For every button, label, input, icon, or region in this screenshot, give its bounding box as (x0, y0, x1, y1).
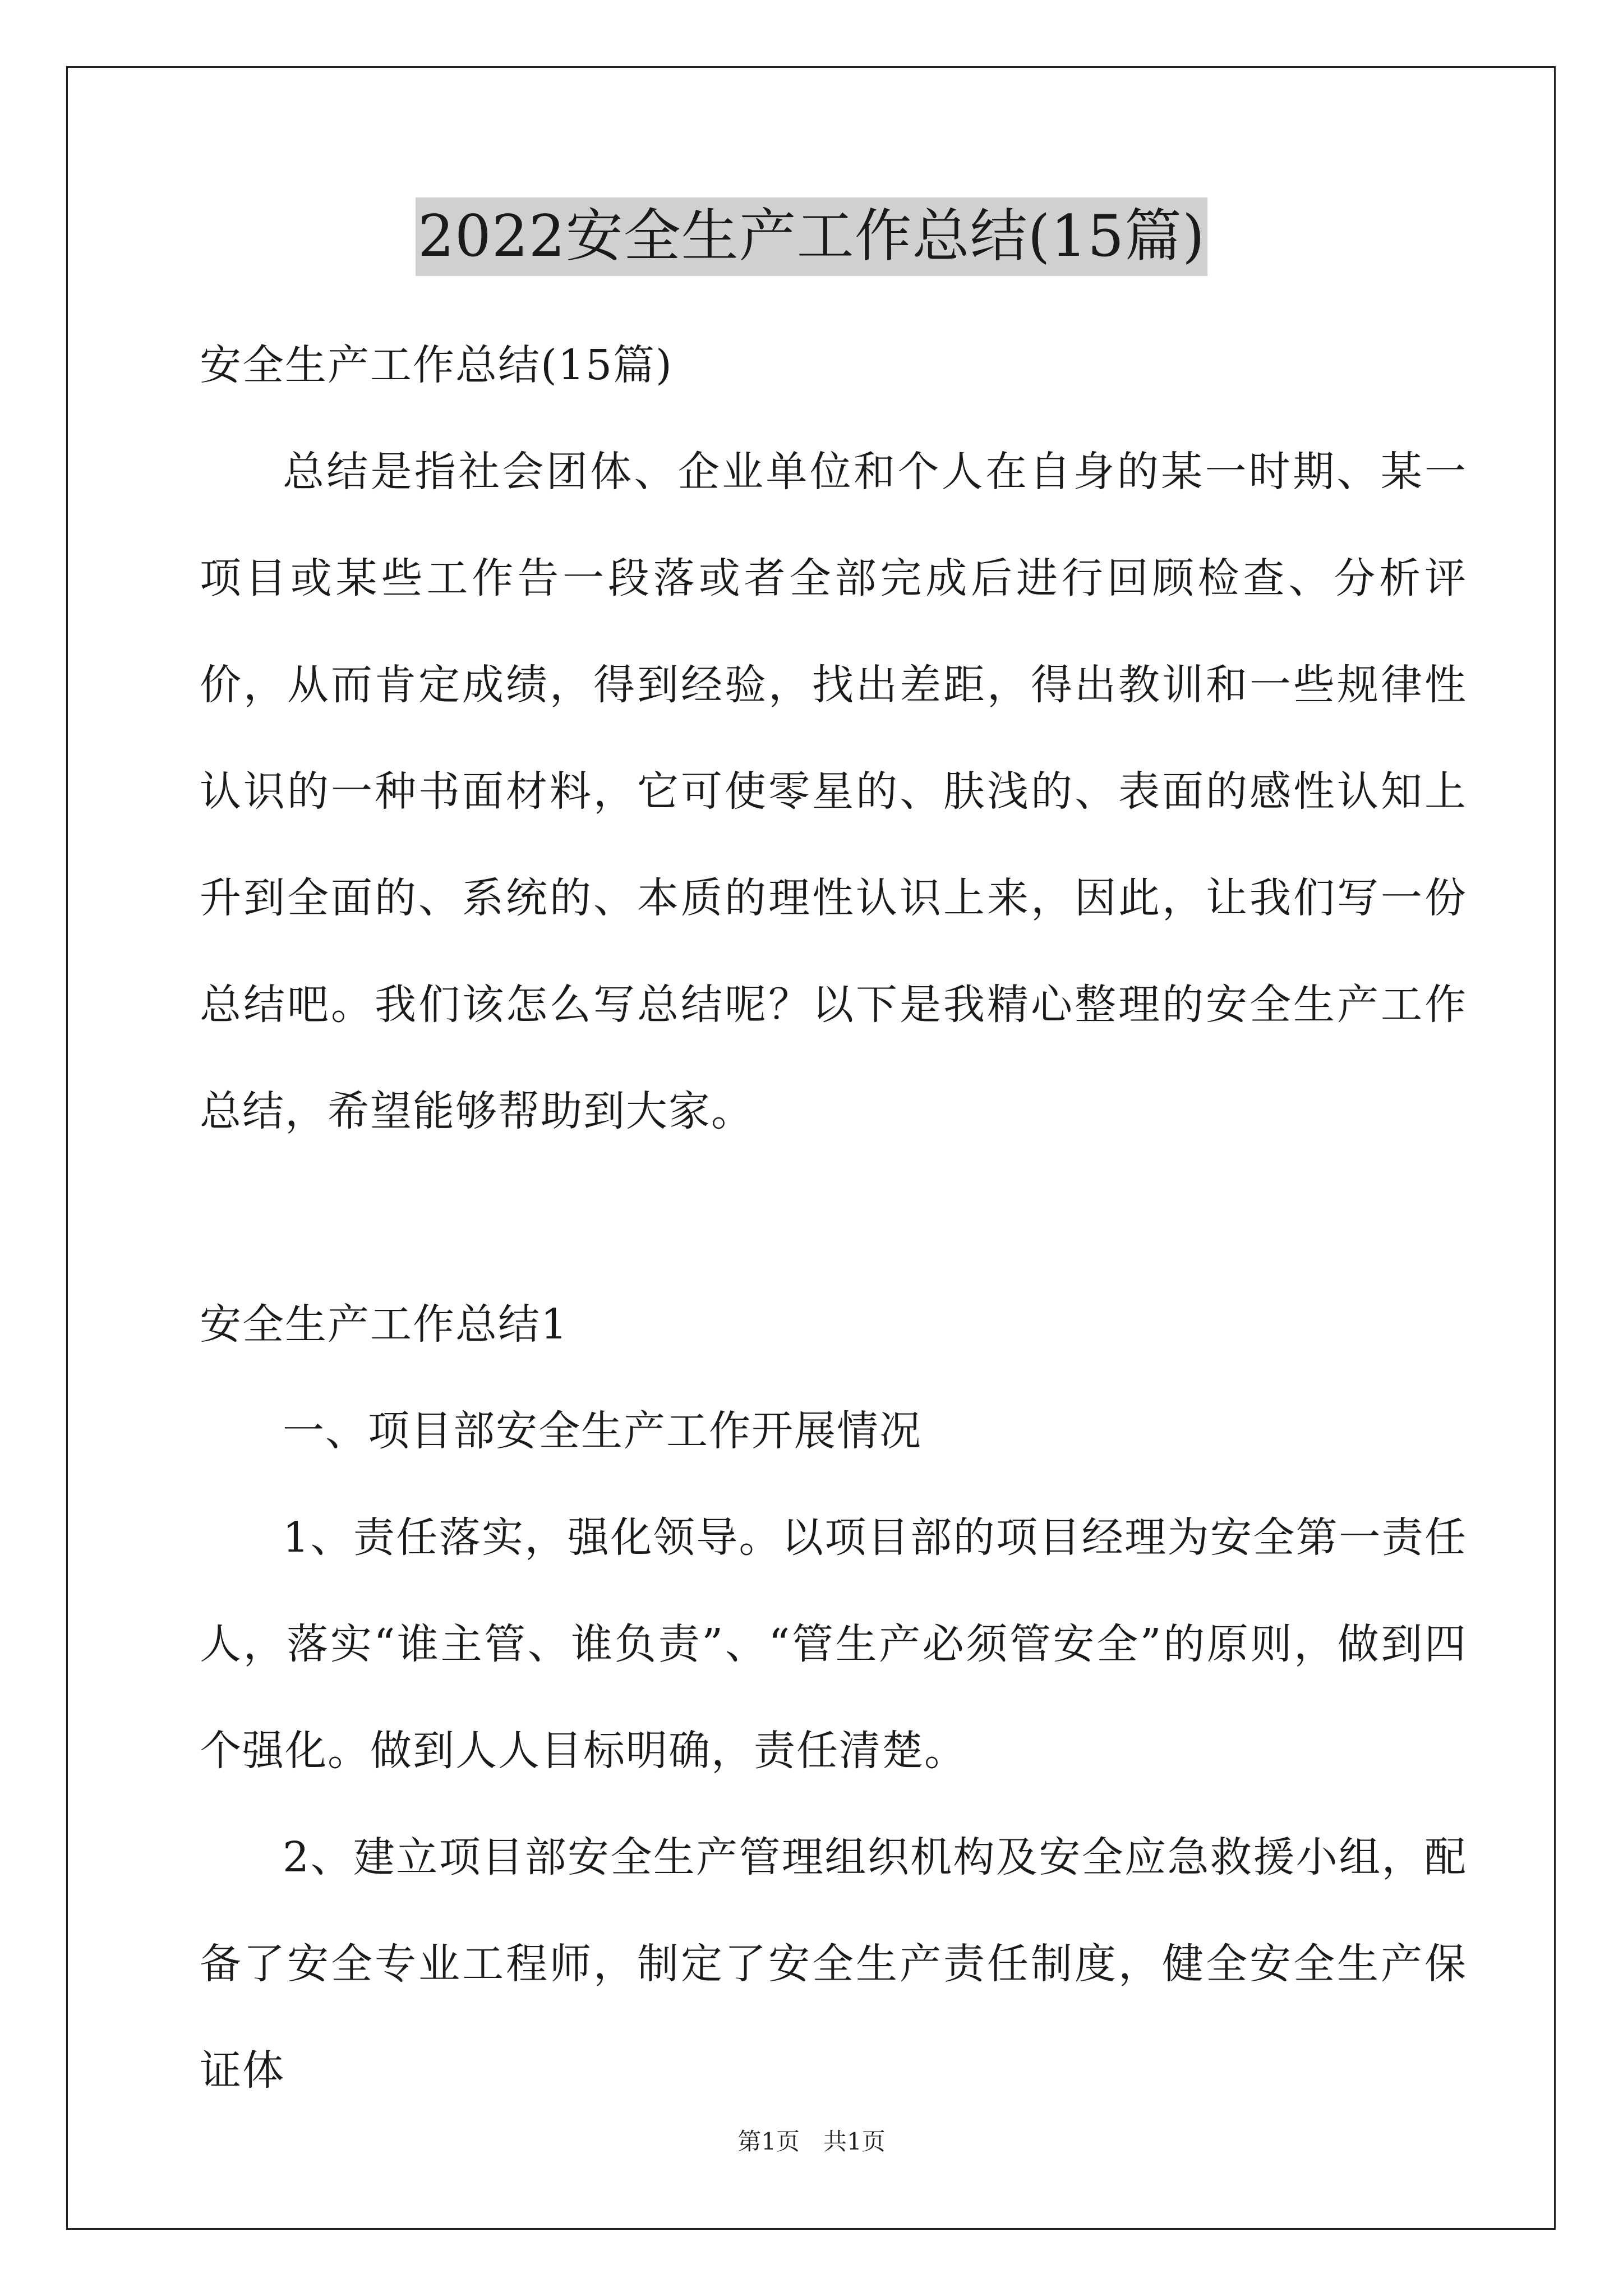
sub-heading: 一、项目部安全生产工作开展情况 (283, 1407, 922, 1455)
title-container (0, 197, 1623, 276)
document-body (200, 312, 1467, 2124)
item-2-paragraph: 2、建立项目部安全生产管理组织机构及安全应急救援小组，配备了安全专业工程师，制定了安全生产责任制度，健全安全生产保证体 (200, 1833, 1467, 2095)
page-footer: 第1页 共1页 (737, 2128, 886, 2155)
intro-paragraph: 总结是指社会团体、企业单位和个人在自身的某一时期、某一项目或某些工作告一段落或者全部完成后进行回顾检查、分析评价，从而肯定成绩，得到经验，找出差距，得出教训和一些规律性认识的一种书面材料，它可使零星的、肤浅的、表面的感性认知上升到全面的、系统的、本质的理性认识上来，因此，让我们写一份总结吧。我们该怎么写总结呢？以下是我精心整理的安全生产工作总结，希望能够帮助到大家。 (200, 448, 1467, 1135)
section-spacer (200, 1165, 1467, 1271)
subtitle: 安全生产工作总结(15篇) (200, 341, 673, 389)
item-1-paragraph: 1、责任落实，强化领导。以项目部的项目经理为安全第一责任人，落实“谁主管、谁负责”、“管生产必须管安全”的原则，做到四个强化。做到人人目标明确，责任清楚。 (200, 1513, 1467, 1775)
section-heading: 安全生产工作总结1 (200, 1300, 569, 1349)
document-title: 2022安全生产工作总结(15篇) (416, 197, 1207, 276)
